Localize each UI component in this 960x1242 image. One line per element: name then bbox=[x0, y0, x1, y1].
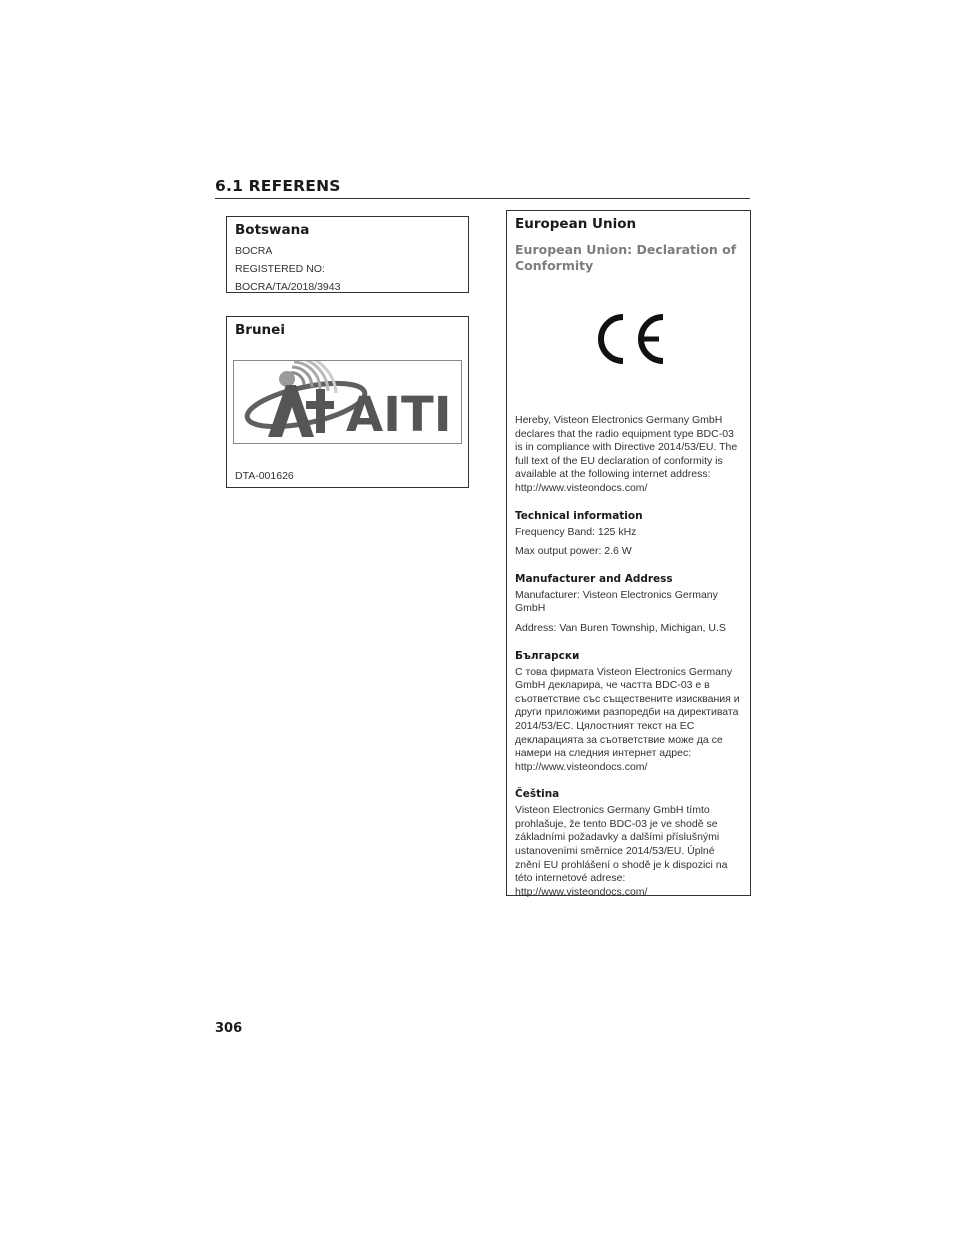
eu-declaration-subtitle: European Union: Declaration of Conformity bbox=[515, 242, 737, 273]
page-number: 306 bbox=[215, 1021, 243, 1036]
czech-text: Visteon Electronics Germany GmbH tímto prohlašuje, že tento BDC-03 je ve shodě se základními požadavky a dalšími příslušnými ustanoveními směrnice 2014/53/EU. Úplné znění EU prohlášení o shodě je k dispozici na této internetové adrese: http://www.visteondocs.com/ bbox=[515, 804, 728, 898]
manufacturer-address: Address: Van Buren Township, Michigan, U.S bbox=[515, 621, 726, 634]
botswana-authority: BOCRA bbox=[235, 245, 273, 257]
manufacturer-name: Manufacturer: Visteon Electronics Germany GmbH bbox=[515, 588, 718, 615]
aiti-logo-graphic bbox=[234, 361, 461, 443]
bulgarian-heading: Български bbox=[515, 649, 580, 662]
bulgarian-text: С това фирмата Visteon Electronics Germany GmbH декларира, че частта BDC-03 е в съответствие със съществените изисквания и други приложими разпоредби на директивата 2014/53/EC. Цялостният текст на ЕС декларацията за съответствие може да се намери на следния интернет адрес: http://www.visteondocs.com/ bbox=[515, 665, 740, 773]
botswana-registered-label: REGISTERED NO: bbox=[235, 263, 325, 275]
technical-info-heading: Technical information bbox=[515, 509, 643, 522]
brunei-box bbox=[226, 316, 469, 488]
frequency-band: Frequency Band: 125 kHz bbox=[515, 525, 637, 538]
section-header: 6.1 REFERENS bbox=[215, 177, 341, 195]
ce-mark-icon bbox=[515, 294, 742, 384]
brunei-dta-code: DTA-001626 bbox=[235, 470, 294, 482]
botswana-registered-number: BOCRA/TA/2018/3943 bbox=[235, 281, 341, 293]
czech-heading: Čeština bbox=[515, 788, 560, 801]
brunei-title: Brunei bbox=[235, 322, 285, 338]
eu-declaration-text: Hereby, Visteon Electronics Germany GmbH declares that the radio equipment type BDC-03 is in compliance with Directive 2014/53/EU. The full text of the EU declaration of conformity is available at the following internet address: http://www.visteondocs.com/ bbox=[515, 414, 738, 494]
botswana-box bbox=[226, 216, 469, 293]
aiti-logo-text: AITI bbox=[346, 387, 452, 443]
eu-box bbox=[506, 210, 751, 896]
max-output-power: Max output power: 2.6 W bbox=[515, 545, 632, 558]
aiti-logo bbox=[233, 360, 462, 444]
manufacturer-heading: Manufacturer and Address bbox=[515, 572, 673, 585]
eu-title: European Union bbox=[515, 216, 637, 232]
botswana-title: Botswana bbox=[235, 222, 310, 238]
header-divider bbox=[215, 198, 750, 199]
